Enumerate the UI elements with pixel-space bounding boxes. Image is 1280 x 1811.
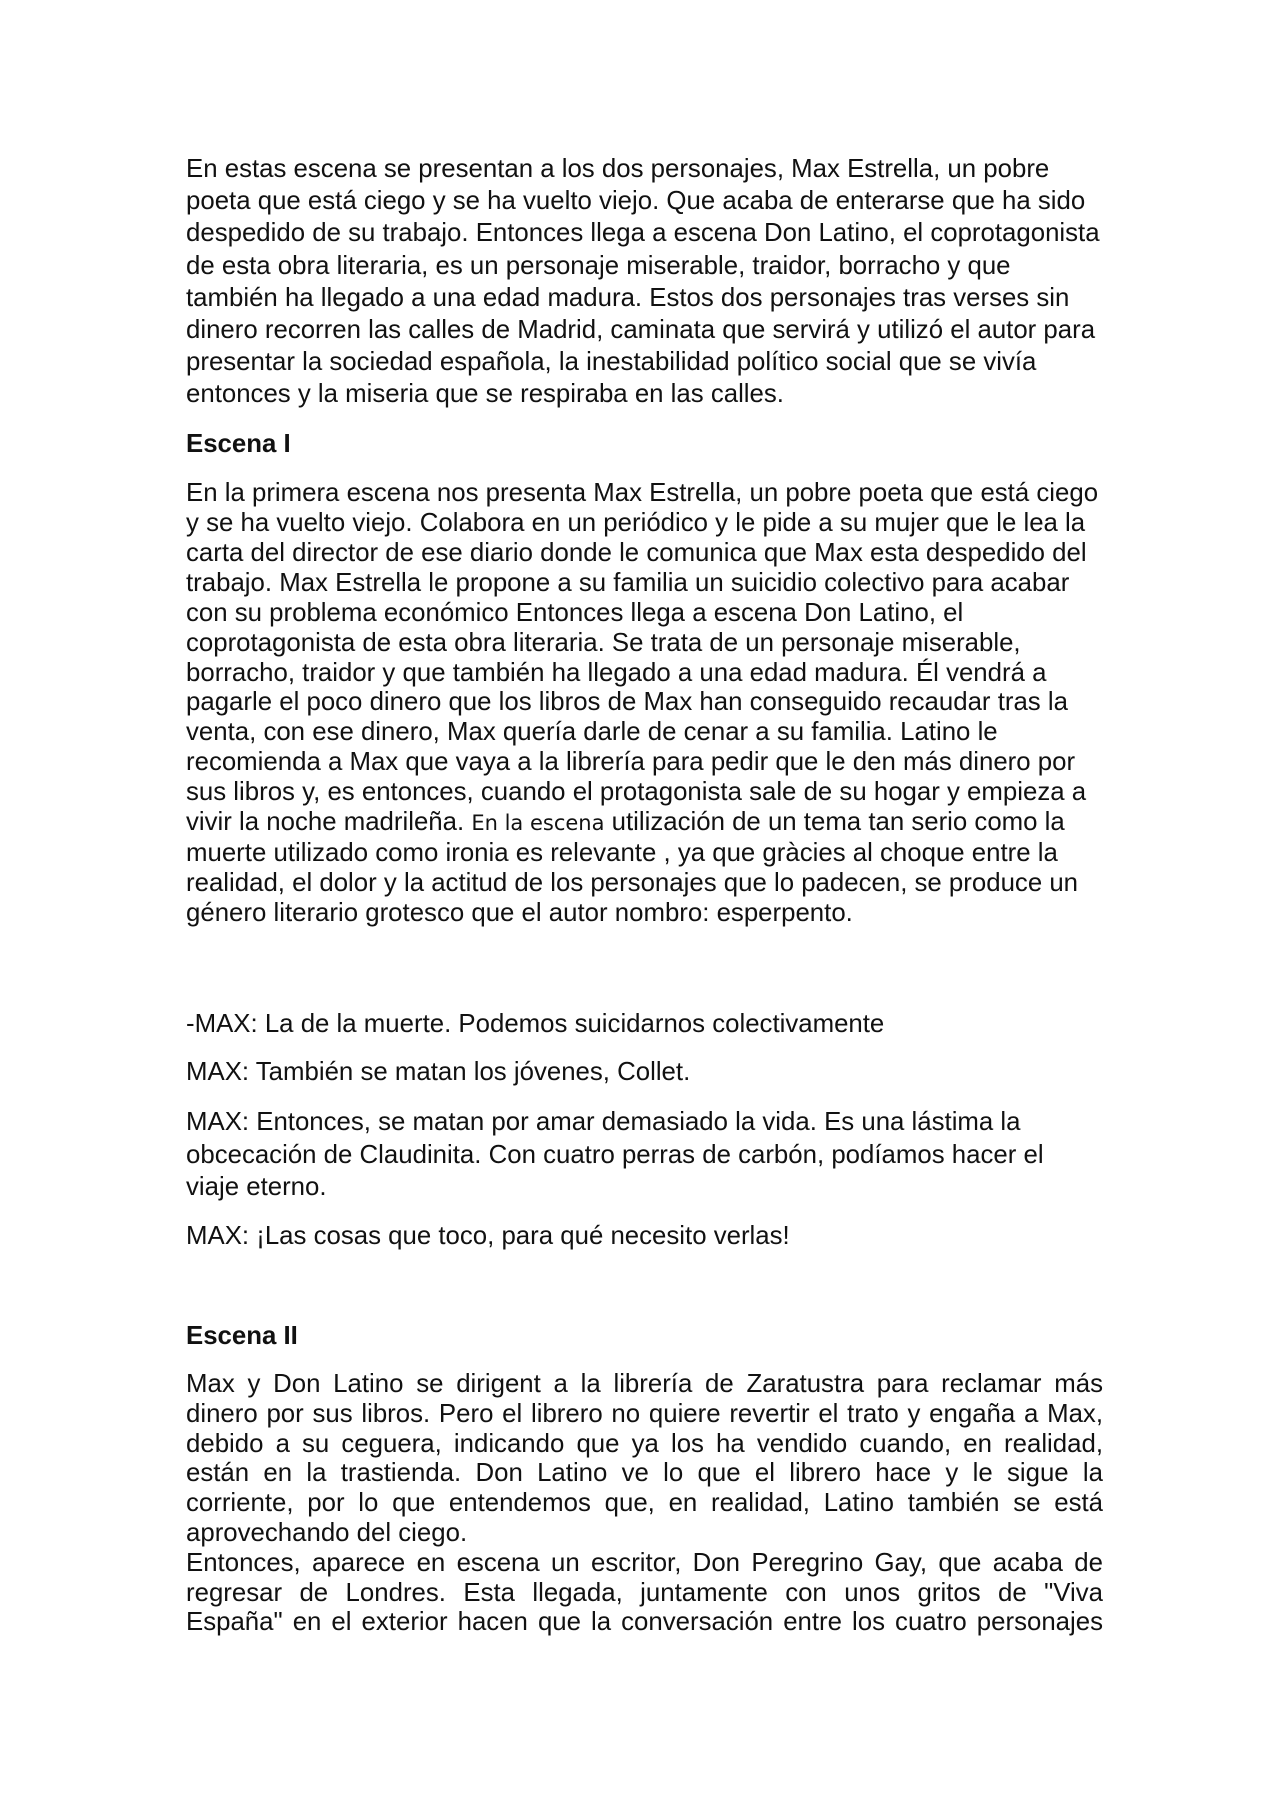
text-line: MAX: ¡Las cosas que toco, para qué necesito verlas! <box>186 1222 790 1250</box>
text-line: MAX: También se matan los jóvenes, Collet. <box>186 1058 691 1086</box>
text-line: entonces y la miseria que se respiraba en las calles. <box>186 380 784 409</box>
text-line: debido a su ceguera, indicando que ya los ha vendido cuando, en realidad, <box>186 1429 1103 1458</box>
dialogue-quote <box>186 1056 1103 1088</box>
text-line: borracho, traidor y que también ha llegado a una edad madura. Él vendrá a <box>186 658 1047 687</box>
text-line: dinero por sus libros. Pero el librero no quiere revertir el trato y engaña a Max, <box>186 1399 1103 1428</box>
intro-paragraph <box>186 153 1103 411</box>
text-line: MAX: Entonces, se matan por amar demasiado la vida. Es una lástima la <box>186 1108 1021 1136</box>
text-line: obcecación de Claudinita. Con cuatro perras de carbón, podíamos hacer el <box>186 1140 1044 1169</box>
dialogue-quote <box>186 1106 1103 1204</box>
text-line: En estas escena se presentan a los dos personajes, Max Estrella, un pobre <box>186 155 1050 183</box>
text-line: coprotagonista de esta obra literaria. Se trata de un personaje miserable, <box>186 628 1021 657</box>
text-line: Entonces, aparece en escena un escritor, Don Peregrino Gay, que acaba de <box>186 1548 1103 1577</box>
text-line: presentar la sociedad española, la inestabilidad político social que se vivía <box>186 348 1037 377</box>
text-line: carta del director de ese diario donde le comunica que Max esta despedido del <box>186 538 1087 567</box>
text-line: poeta que está ciego y se ha vuelto viejo. Que acaba de enterarse que ha sido <box>186 187 1086 216</box>
text-line: En la primera escena nos presenta Max Estrella, un pobre poeta que está ciego <box>186 479 1099 507</box>
text-line: aprovechando del ciego. <box>186 1518 468 1547</box>
text-line: trabajo. Max Estrella le propone a su familia un suicidio colectivo para acabar <box>186 568 1070 597</box>
dialogue-quote <box>186 1220 1103 1252</box>
text-line: están en la trastienda. Don Latino ve lo que el librero hace y le sigue la <box>186 1459 1103 1488</box>
text-line: venta, con ese dinero, Max quería darle de cenar a su familia. Latino le <box>186 718 998 747</box>
text-segment: utilización de un tema tan serio como la <box>604 808 1065 837</box>
scene2-paragraph <box>186 1370 1103 1549</box>
section-heading-escena-1: Escena I <box>186 430 291 458</box>
text-line: género literario grotesco que el autor nombro: esperpento. <box>186 898 853 927</box>
text-line: también ha llegado a una edad madura. Estos dos personajes tras verses sin <box>186 283 1070 312</box>
section-heading-escena-2: Escena II <box>186 1322 298 1350</box>
text-line-mixed-font <box>186 808 1103 839</box>
text-line: pagarle el poco dinero que los libros de Max han conseguido recaudar tras la <box>186 688 1068 717</box>
text-line: sus libros y, es entonces, cuando el protagonista sale de su hogar y empieza a <box>186 778 1087 807</box>
text-line: corriente, por lo que entendemos que, en realidad, Latino también se está <box>186 1489 1103 1518</box>
text-line: -MAX: La de la muerte. Podemos suicidarnos colectivamente <box>186 1010 885 1038</box>
text-line: España" en el exterior hacen que la conversación entre los cuatro personajes <box>186 1608 1103 1637</box>
text-line: recomienda a Max que vaya a la librería para pedir que le den más dinero por <box>186 748 1076 777</box>
text-line: viaje eterno. <box>186 1173 327 1202</box>
text-line: con su problema económico Entonces llega a escena Don Latino, el <box>186 598 964 627</box>
text-line: regresar de Londres. Esta llegada, juntamente con unos gritos de "Viva <box>186 1578 1103 1607</box>
scene1-paragraph <box>186 479 1103 929</box>
text-segment: vivir la noche madrileña. <box>186 808 472 837</box>
text-line: y se ha vuelto viejo. Colabora en un periódico y le pide a su mujer que le lea la <box>186 508 1086 537</box>
text-line: muerte utilizado como ironia es relevante , ya que gràcies al choque entre la <box>186 839 1058 868</box>
text-line: despedido de su trabajo. Entonces llega a escena Don Latino, el coprotagonista <box>186 219 1100 248</box>
text-line: Max y Don Latino se dirigent a la librería de Zaratustra para reclamar más <box>186 1370 1103 1398</box>
text-line: realidad, el dolor y la actitud de los personajes que lo padecen, se produce un <box>186 868 1079 897</box>
inline-smaller-text: En la escena <box>471 811 605 836</box>
scene2-paragraph <box>186 1549 1103 1638</box>
text-line: de esta obra literaria, es un personaje miserable, traidor, borracho y que <box>186 251 1011 280</box>
dialogue-quote <box>186 1008 1103 1040</box>
text-line: dinero recorren las calles de Madrid, caminata que servirá y utilizó el autor para <box>186 316 1096 345</box>
